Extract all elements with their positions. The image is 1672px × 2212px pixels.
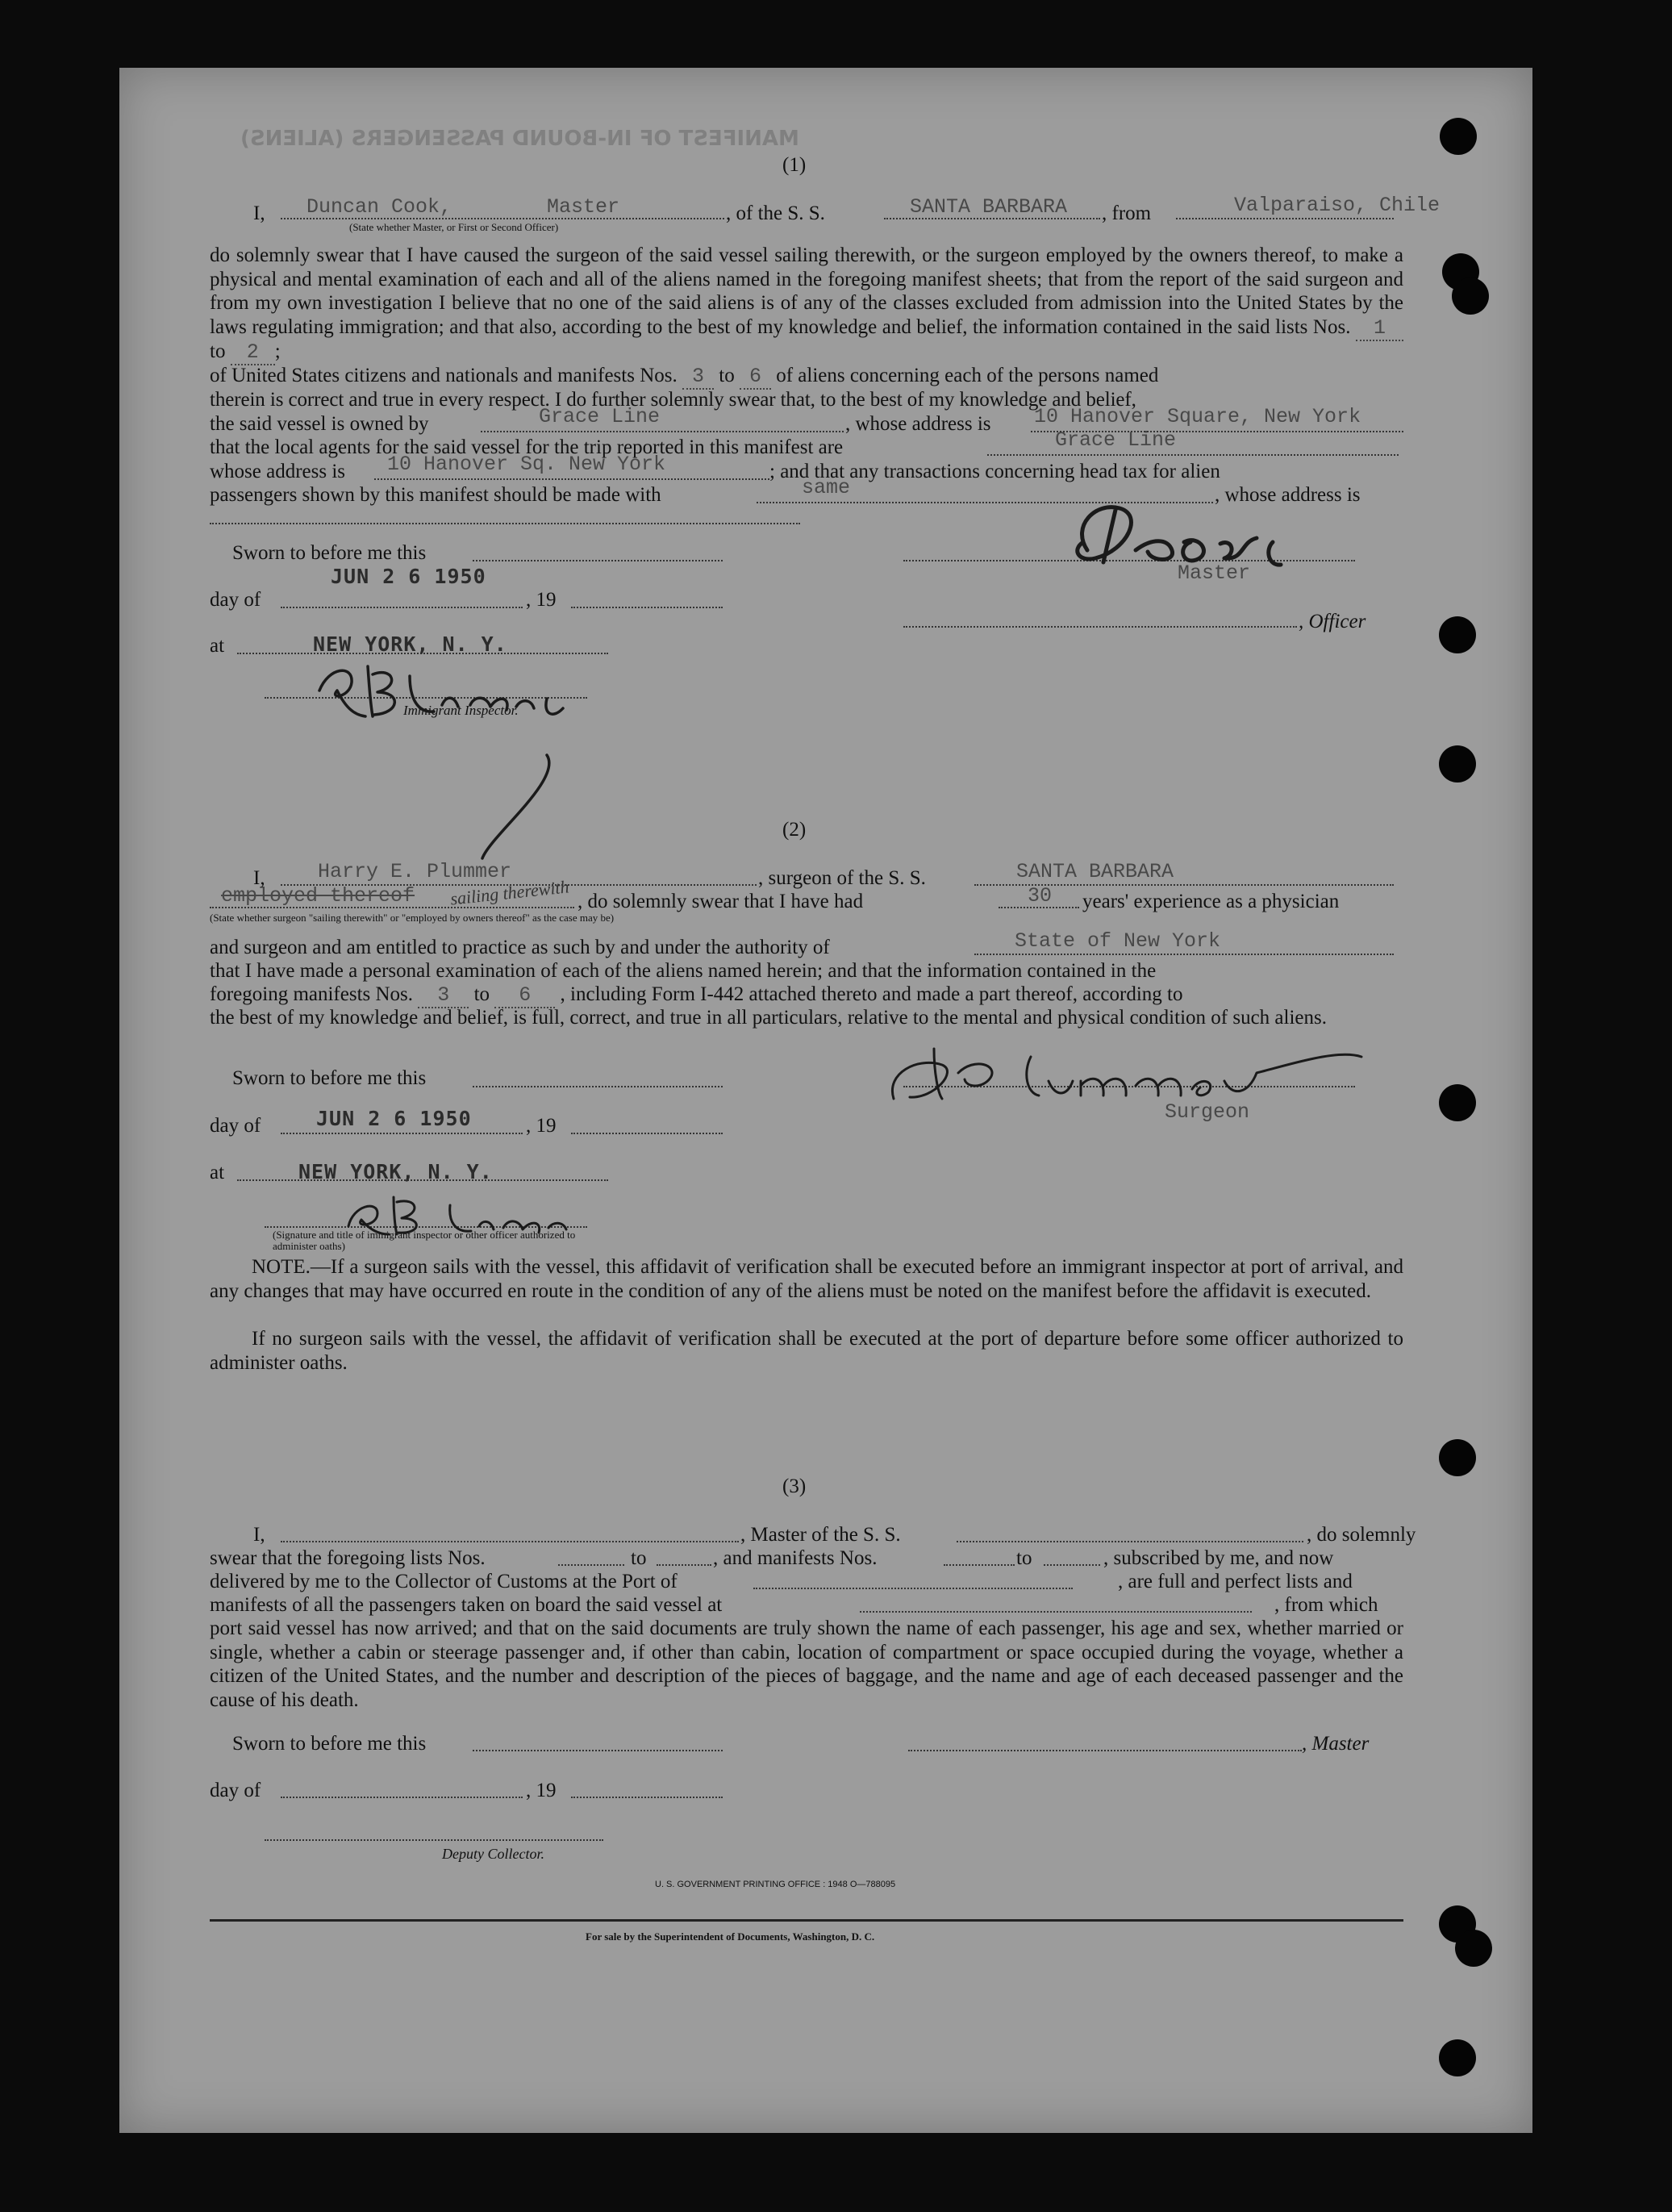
owner: Grace Line: [539, 405, 661, 428]
owner-line: [481, 431, 844, 432]
day-of-label: day of: [210, 589, 261, 611]
master-of-label: , Master of the S. S.: [740, 1524, 901, 1546]
ghost-header: MANIFEST OF IN-BOUND PASSENGERS (ALIENS): [240, 127, 799, 151]
agents-address-label: whose address is: [210, 461, 346, 482]
printing-office: U. S. GOVERNMENT PRINTING OFFICE : 1948 O—788095: [655, 1880, 896, 1889]
sworn-line: [473, 1086, 723, 1087]
to-label: to: [631, 1547, 647, 1569]
foregoing-line: [210, 983, 1182, 1007]
subscribed-label: , subscribed by me, and now: [1103, 1547, 1334, 1569]
footer-rule: [210, 1919, 1403, 1922]
inspector-label: Immigrant Inspector.: [403, 703, 519, 718]
section-number: (2): [782, 819, 807, 841]
head-tax-with: same: [802, 476, 851, 499]
punch-hole: [1440, 118, 1477, 155]
delivered-label: delivered by me to the Collector of Customs at the Port of: [210, 1571, 678, 1592]
year-line: [571, 607, 723, 608]
i-label: I,: [253, 867, 265, 889]
year-label: , 19: [526, 1780, 557, 1801]
examined-line: that I have made a personal examination of each of the aliens named herein; and that the information contained in the: [210, 960, 1157, 982]
port-of-embark-line: [860, 1611, 1252, 1613]
manifests-from-line: [944, 1564, 1015, 1566]
authority-line: [974, 954, 1394, 955]
owner-address: 10 Hanover Square, New York: [1034, 405, 1361, 428]
note-label: NOTE.: [252, 1256, 311, 1278]
agents-label: that the local agents for the said vessel for the trip reported in this manifest are: [210, 436, 844, 458]
punch-hole: [1439, 1084, 1476, 1121]
vessel-name: SANTA BARBARA: [910, 195, 1068, 219]
i-label: I,: [253, 1524, 265, 1546]
whose-address-label: , whose address is: [1215, 484, 1361, 506]
master-sign-line: [908, 1750, 1302, 1751]
to-label: to: [719, 365, 735, 386]
address-blank-line: [210, 523, 800, 524]
inspector-signature-1: [305, 642, 692, 868]
form-text: , including Form I-442 attached thereto and made a part thereof, according to: [560, 983, 1183, 1005]
from-label: , from: [1102, 202, 1152, 224]
place-stamp: NEW YORK, N. Y.: [313, 632, 507, 656]
year-label: , 19: [526, 589, 557, 611]
note: NOTE.—If a surgeon sails with the vessel, this affidavit of verification shall be executed before an immigrant inspector at port of arrival, and any changes that may have occurred en route in the condition of any of the aliens must be noted on the manifest before the affidavit is executed.: [210, 1256, 1403, 1302]
manifests-from: 3: [682, 365, 714, 390]
agents-address: 10 Hanover Sq. New York: [387, 453, 666, 476]
port-line: [753, 1588, 1073, 1589]
citizens-line: [210, 364, 1158, 388]
at-label: at: [210, 635, 225, 657]
to-label: to: [473, 983, 490, 1005]
years: 30: [1028, 884, 1053, 908]
sworn-line: [473, 1750, 723, 1751]
and-manifests-label: , and manifests Nos.: [713, 1547, 878, 1569]
at-label: at: [210, 1162, 225, 1183]
citizens-text: of United States citizens and nationals and manifests Nos.: [210, 365, 678, 386]
section-number: (3): [782, 1475, 807, 1497]
manifests-from: 3: [418, 983, 469, 1008]
authority: State of New York: [1015, 929, 1221, 953]
agents-address-line: [374, 478, 769, 480]
state-hint: (State whether Master, or First or Second Officer): [349, 221, 559, 233]
inspector-signature-2: [337, 1181, 628, 1237]
employed-typed: employed thereof: [221, 884, 415, 908]
punch-hole: [1439, 616, 1476, 653]
state-hint: (State whether surgeon "sailing therewith" or "employed by owners thereof" as the case may be): [210, 912, 615, 924]
lists-to: 2: [231, 340, 275, 365]
sworn-line: [473, 560, 723, 561]
sworn-label: Sworn to before me this: [232, 542, 427, 564]
rest-text: the best of my knowledge and belief, is full, correct, and true in all particulars, relative to the mental and physical condition of such aliens.: [210, 1007, 1327, 1029]
day-line: [281, 1133, 523, 1134]
lists-from: 1: [1356, 316, 1403, 341]
surgeon-signature: [869, 1025, 1370, 1113]
section-number: (1): [782, 154, 807, 176]
manifests-all-label: manifests of all the passengers taken on board the said vessel at: [210, 1594, 723, 1616]
from-which-label: , from which: [1274, 1594, 1378, 1616]
deputy-label: Deputy Collector.: [442, 1846, 544, 1862]
oath-body: do solemnly swear that I have caused the surgeon of the said vessel sailing therewith, or the surgeon employed by the owners thereof, to make a physical and mental examination of each and all of the aliens named in the foregoing manifest sheets; that from the report of the said surgeon and from my own investigation I believe that no one of the said aliens is of any of the classes excluded from admission into the United States by the laws regulating immigration; and that also, according to the best of my knowledge and belief, the information contained in the said lists Nos. 1 to 2 ;: [210, 244, 1403, 364]
note-2: If no surgeon sails with the vessel, the affidavit of verification shall be executed at the port of departure before some officer authorized to administer oaths.: [210, 1328, 1403, 1374]
officer-label: , Officer: [1299, 611, 1366, 632]
officer-title: Master: [1178, 561, 1251, 585]
from-port: Valparaiso, Chile: [1234, 194, 1441, 217]
punch-hole: [1439, 2039, 1476, 2076]
swear-lists-label: swear that the foregoing lists Nos.: [210, 1547, 486, 1569]
year-line: [571, 1797, 723, 1798]
vessel-name: SANTA BARBARA: [1016, 860, 1174, 883]
manifests-to: 6: [494, 983, 555, 1008]
vessel-line: [957, 1541, 1303, 1542]
i-label: I,: [253, 202, 265, 224]
surgeon-title: Surgeon: [1165, 1100, 1250, 1124]
from-line: [1176, 218, 1394, 219]
sworn-label: Sworn to before me this: [232, 1733, 427, 1755]
year-line: [571, 1133, 723, 1134]
punch-hole: [1452, 278, 1489, 315]
agents-line: [987, 454, 1399, 456]
punch-hole: [1439, 745, 1476, 783]
employed-handwritten: sailing therewith: [449, 876, 570, 909]
section3-body: port said vessel has now arrived; and that on the said documents are truly shown the name of each passenger, his age and sex, whether married or single, whether a cabin or steerage passenger and, if other than cabin, location of compartment or space occupied during the voyage, whether a citizen of the United States, and the number and description of the pieces of baggage, and the name and age of each deceased passenger and the cause of his death.: [210, 1617, 1403, 1711]
lists-to-label: to: [210, 340, 226, 362]
punch-hole: [1455, 1930, 1492, 1967]
footer-text: For sale by the Superintendent of Documents, Washington, D. C.: [586, 1930, 875, 1943]
day-of-label: day of: [210, 1115, 261, 1137]
swear-label: , do solemnly swear that I have had: [577, 891, 864, 912]
are-full-label: , are full and perfect lists and: [1118, 1571, 1353, 1592]
day-line: [281, 607, 523, 608]
foregoing-label: foregoing manifests Nos.: [210, 983, 414, 1005]
lists-from-line: [558, 1564, 624, 1566]
do-solemnly-label: , do solemnly: [1307, 1524, 1416, 1546]
master-signature: [1039, 494, 1329, 582]
manifest-page: [119, 68, 1532, 2133]
surgeon-of-label: , surgeon of the S. S.: [758, 867, 926, 889]
year-label: , 19: [526, 1115, 557, 1137]
owner-address-label: , whose address is: [845, 413, 991, 435]
aliens-text: of aliens concerning each of the persons named: [776, 365, 1159, 386]
experience-label: years' experience as a physician: [1082, 891, 1340, 912]
master-name: Duncan Cook,: [306, 195, 452, 219]
master-label: , Master: [1302, 1733, 1370, 1755]
day-line: [281, 1797, 523, 1798]
deputy-line: [265, 1839, 603, 1841]
lists-to-line: [657, 1564, 711, 1566]
owned-by-label: the said vessel is owned by: [210, 413, 429, 435]
place-stamp: NEW YORK, N. Y.: [298, 1160, 493, 1183]
punch-hole: [1439, 1439, 1476, 1476]
true-line: therein is correct and true in every respect. I do further solemnly swear that, to the best of my knowledge and belief,: [210, 389, 1136, 411]
practice-label: and surgeon and am entitled to practice as such by and under the authority of: [210, 937, 830, 958]
day-of-label: day of: [210, 1780, 261, 1801]
date-stamp: JUN 2 6 1950: [316, 1107, 472, 1130]
master-name-line: [281, 1541, 739, 1542]
manifests-to: 6: [740, 365, 771, 390]
manifests-to-line: [1044, 1564, 1100, 1566]
sworn-label: Sworn to before me this: [232, 1067, 427, 1089]
surgeon-name: Harry E. Plummer: [318, 860, 512, 883]
passengers-label: passengers shown by this manifest should be made with: [210, 484, 661, 506]
head-tax-label: ; and that any transactions concerning head tax for alien: [769, 461, 1220, 482]
to-label: to: [1016, 1547, 1032, 1569]
of-ss-label: , of the S. S.: [726, 202, 825, 224]
agents: Grace Line: [1055, 428, 1177, 452]
officer-line: [903, 626, 1297, 628]
signature-caption: (Signature and title of immigrant inspector or other officer authorized to administer oaths): [273, 1229, 576, 1252]
note-text: If a surgeon sails with the vessel, this affidavit of verification shall be executed before an immigrant inspector at port of arrival, and any changes that may have occurred en route in the condition of any of the aliens must be noted on the manifest before the affidavit is executed.: [210, 1256, 1403, 1302]
oath-text: do solemnly swear that I have caused the surgeon of the said vessel sailing therewith, or the surgeon employed by the owners thereof, to make a physical and mental examination of each and all of the aliens named in the foregoing manifest sheets; that from the report of the said surgeon and from my own investigation I believe that no one of the said aliens is of any of the classes excluded from admission into the United States by the laws regulating immigration; and that also, according to the best of my knowledge and belief, the information contained in the said lists Nos.: [210, 244, 1403, 338]
date-stamp: JUN 2 6 1950: [331, 565, 486, 588]
master-title: Master: [547, 195, 620, 219]
